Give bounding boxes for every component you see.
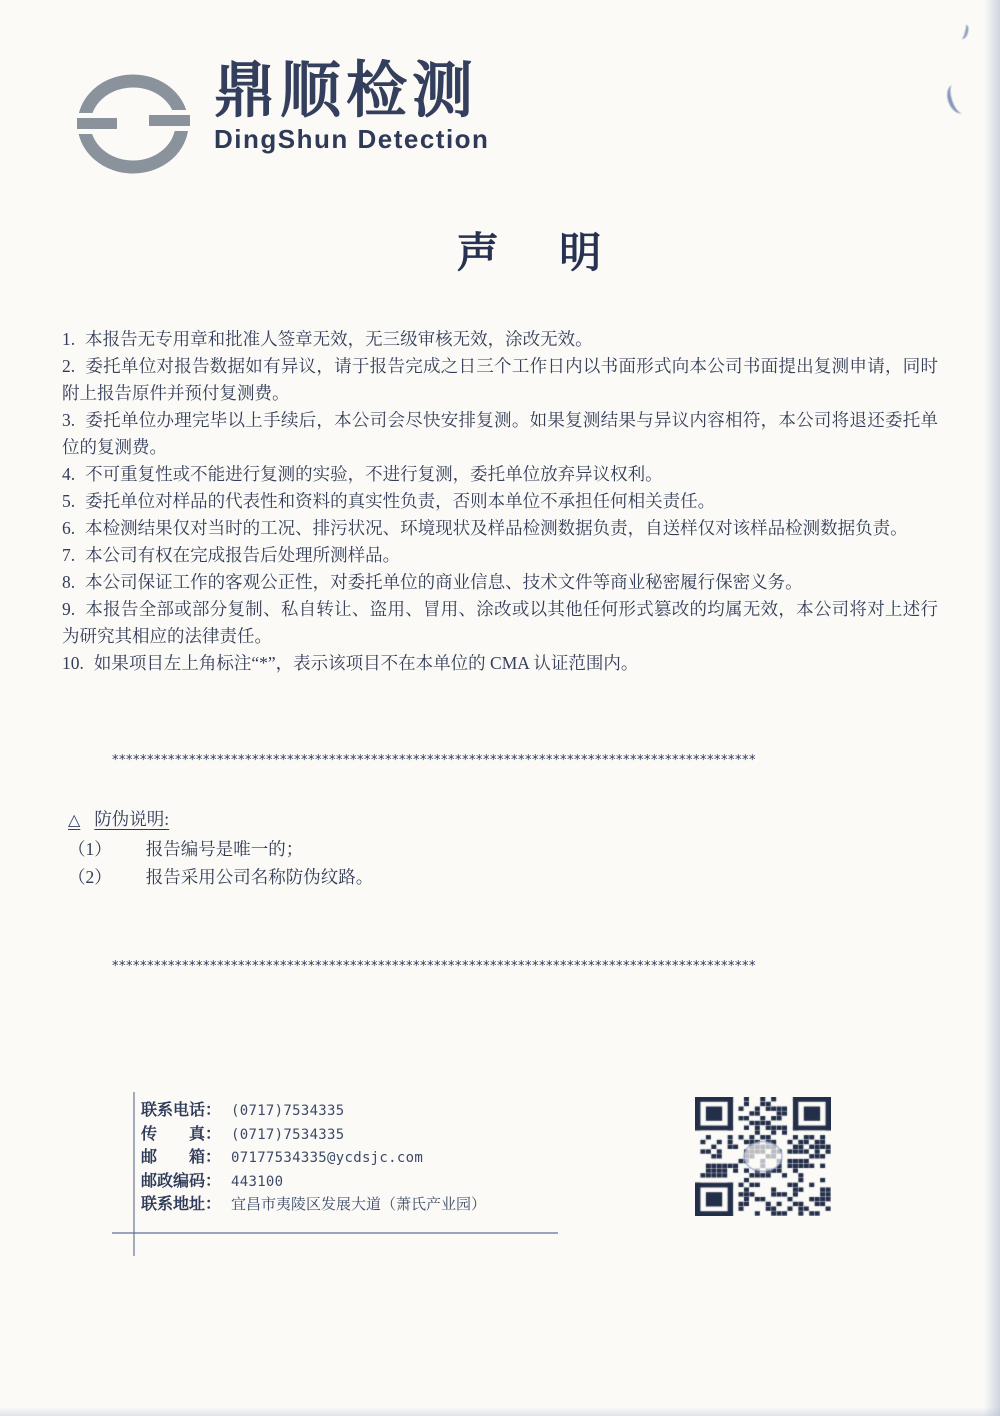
statement-item xyxy=(62,407,938,461)
company-name-en: DingShun Detection xyxy=(214,124,490,155)
statement-text: 委托单位对样品的代表性和资料的真实性负责，否则本单位不承担任何相关责任。 xyxy=(85,491,716,511)
scan-edge-shadow xyxy=(984,0,1000,1416)
point-text: 报告编号是唯一的； xyxy=(145,839,304,859)
statement-item xyxy=(62,353,938,407)
triangle-icon: △ xyxy=(68,812,81,829)
contact-block xyxy=(141,1097,486,1215)
contact-label-phone: 联系电话： xyxy=(141,1102,222,1119)
statement-number: 8. xyxy=(62,572,76,592)
contact-label-postcode: 邮政编码： xyxy=(141,1172,222,1190)
point-number: （2） xyxy=(68,867,112,887)
antifake-heading xyxy=(68,806,373,831)
point-text: 报告采用公司名称防伪纹路。 xyxy=(145,867,374,887)
statement-text: 不可重复性或不能进行复测的实验，不进行复测，委托单位放弃异议权利。 xyxy=(85,464,663,484)
statement-item xyxy=(62,488,938,515)
contact-value-postcode: 443100 xyxy=(231,1173,284,1190)
statement-number: 5. xyxy=(62,491,76,511)
qr-code xyxy=(695,1097,831,1216)
contact-row xyxy=(141,1097,486,1121)
ink-artifact xyxy=(944,82,971,116)
statement-text: 本检测结果仅对当时的工况、排污状况、环境现状及样品检测数据负责，自送样仅对该样品检测数据负责。 xyxy=(85,518,908,538)
asterisk-separator: ******************************************************************************************** xyxy=(112,753,756,768)
contact-value-phone: (0717)7534335 xyxy=(231,1103,345,1119)
statement-number: 7. xyxy=(62,545,76,565)
antifake-point xyxy=(68,868,373,887)
statement-text: 委托单位对报告数据如有异议，请于报告完成之日三个工作日内以书面形式向本公司书面提出复测申请，同时附上报告原件并预付复测费。 xyxy=(62,356,938,403)
statement-item xyxy=(62,542,938,569)
statement-text: 本公司有权在完成报告后处理所测样品。 xyxy=(85,545,401,565)
statement-item xyxy=(62,515,938,542)
statement-text: 本公司保证工作的客观公正性，对委托单位的商业信息、技术文件等商业秘密履行保密义务。 xyxy=(85,572,803,592)
statement-number: 4. xyxy=(62,464,76,484)
ink-artifact xyxy=(955,23,969,40)
letterhead xyxy=(68,58,489,178)
asterisk-separator: ******************************************************************************************** xyxy=(112,959,756,974)
company-logo-icon xyxy=(68,72,198,178)
contact-value-email: 07177534335@ycdsjc.com xyxy=(231,1150,424,1167)
contact-label-address: 联系地址： xyxy=(141,1196,222,1214)
antifake-section xyxy=(68,806,373,887)
contact-value-address: 宜昌市夷陵区发展大道（萧氏产业园） xyxy=(231,1197,487,1214)
statement-item xyxy=(62,326,938,353)
statement-text: 如果项目左上角标注“*”，表示该项目不在本单位的 CMA 认证范围内。 xyxy=(93,653,639,673)
contact-label-fax: 传 真： xyxy=(141,1125,222,1143)
statement-text: 本报告全部或部分复制、私自转让、盗用、冒用、涂改或以其他任何形式篡改的均属无效，本公司将对上述行为研究其相应的法律责任。 xyxy=(62,599,938,646)
statement-text: 委托单位办理完毕以上手续后，本公司会尽快安排复测。如果复测结果与异议内容相符，本公司将退还委托单位的复测费。 xyxy=(62,410,938,457)
statement-item xyxy=(62,650,938,677)
contact-row xyxy=(141,1168,486,1192)
page-title: 声 明 xyxy=(456,231,604,277)
statement-number: 10. xyxy=(62,653,84,673)
statement-text: 本报告无专用章和批准人签章无效，无三级审核无效，涂改无效。 xyxy=(85,329,593,349)
scan-edge-shadow-bottom xyxy=(0,1407,1000,1416)
statement-number: 6. xyxy=(62,518,76,538)
statement-number: 9. xyxy=(62,599,76,619)
statement-number: 1. xyxy=(62,329,76,349)
contact-row xyxy=(141,1144,486,1168)
antifake-title: 防伪说明: xyxy=(94,809,170,829)
contact-divider-horizontal xyxy=(112,1232,558,1234)
statement-list xyxy=(62,326,938,677)
statement-number: 2. xyxy=(62,356,76,376)
antifake-point xyxy=(68,840,373,859)
statement-number: 3. xyxy=(62,410,76,430)
statement-item xyxy=(62,461,938,488)
contact-row xyxy=(141,1191,486,1215)
statement-item xyxy=(62,596,938,650)
contact-label-email: 邮 箱： xyxy=(141,1149,222,1167)
contact-value-fax: (0717)7534335 xyxy=(231,1126,345,1143)
logo-text xyxy=(214,58,489,155)
company-name-cn: 鼎顺检测 xyxy=(214,56,479,124)
point-number: （1） xyxy=(68,839,112,859)
contact-row xyxy=(141,1121,486,1145)
statement-item xyxy=(62,569,938,596)
